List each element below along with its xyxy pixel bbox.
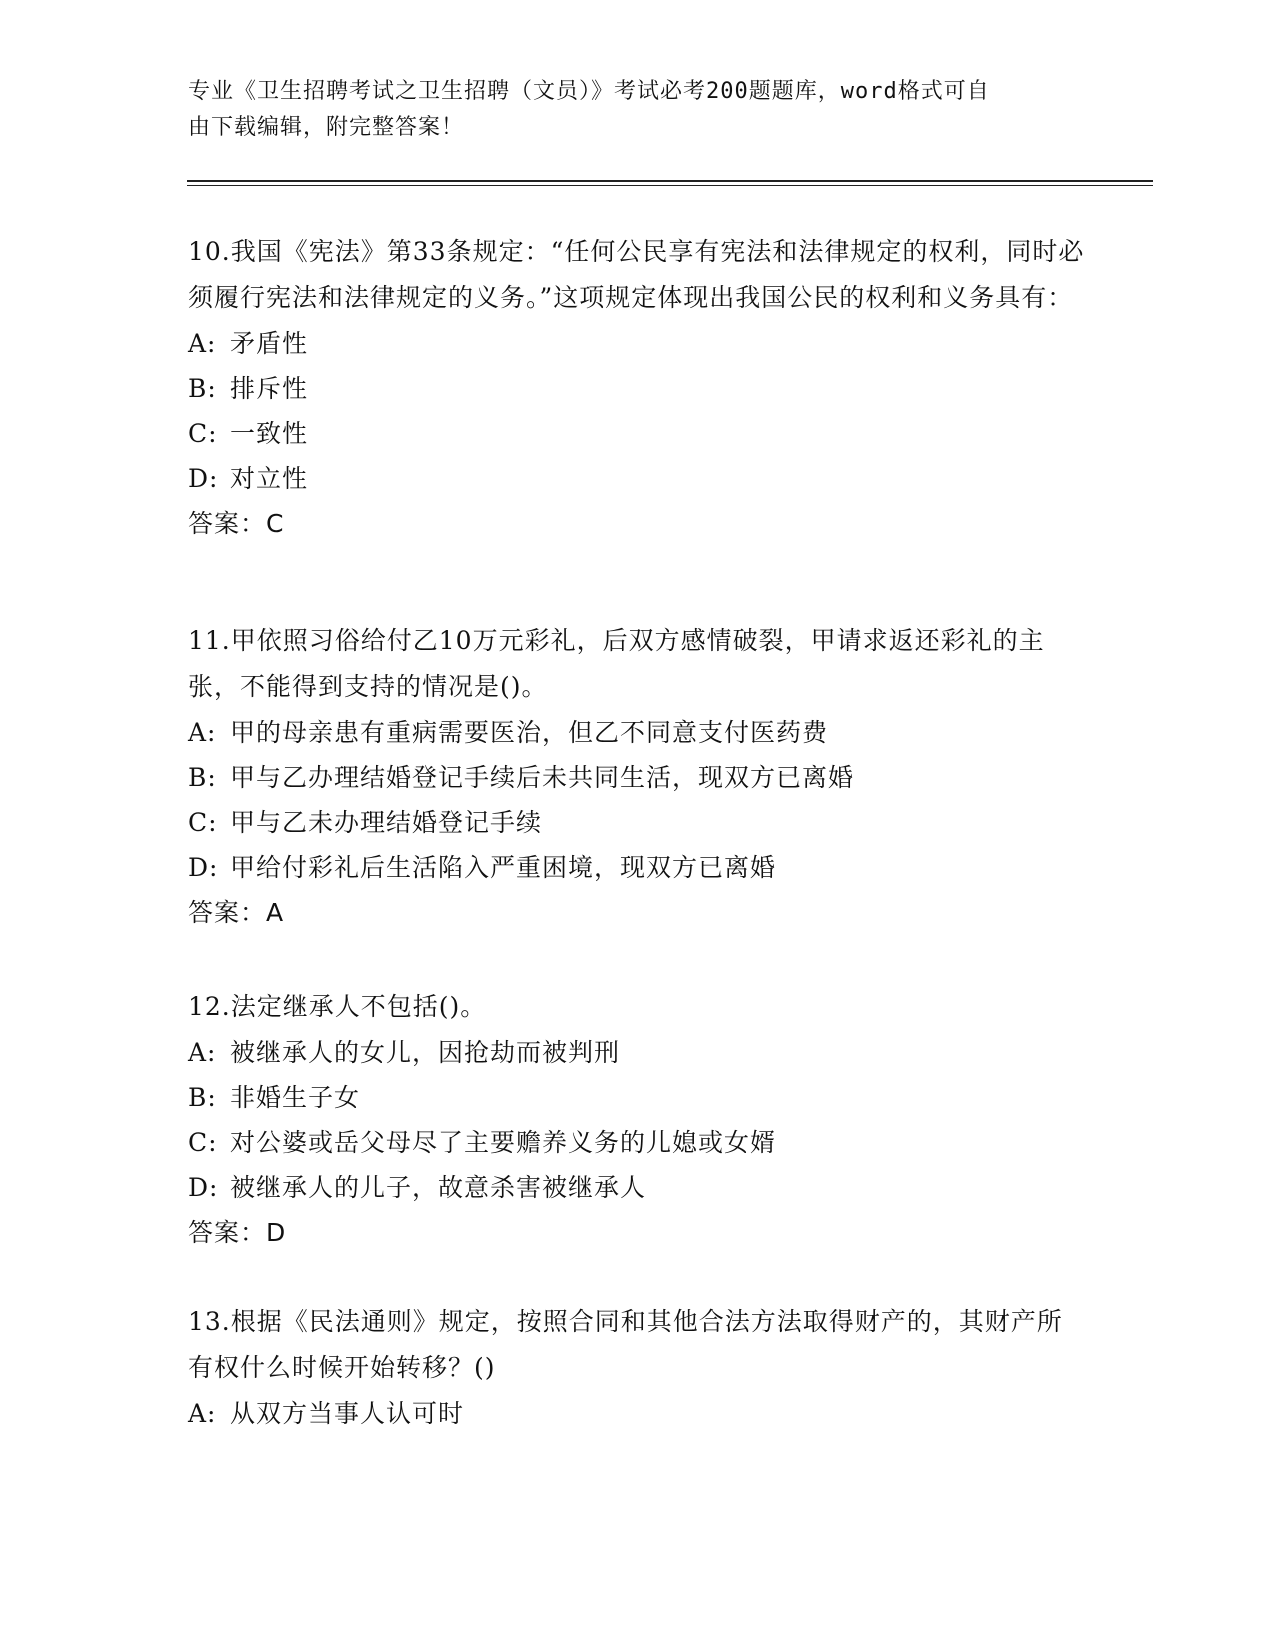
- option-c: [188, 411, 1088, 456]
- option-a: [188, 710, 1088, 755]
- option-c: [188, 1120, 1088, 1165]
- answer: 答案：C: [188, 509, 285, 538]
- option-label: D:: [188, 464, 219, 493]
- option-text: 非婚生子女: [230, 1083, 361, 1112]
- option-label: C:: [188, 419, 218, 448]
- question-stem: 10.我国《宪法》第33条规定：“任何公民享有宪法和法律规定的权利，同时必须履行宪法和法律规定的义务。”这项规定体现出我国公民的权利和义务具有：: [188, 237, 1085, 312]
- header-line-1: 专业《卫生招聘考试之卫生招聘（文员）》考试必考200题题库，word格式可自: [188, 79, 990, 104]
- question-12: [188, 984, 1088, 1256]
- option-text: 排斥性: [230, 374, 309, 403]
- option-label: A:: [188, 1038, 217, 1067]
- question-11: [188, 618, 1088, 936]
- header-divider: [187, 180, 1153, 182]
- option-d: [188, 1165, 1088, 1210]
- option-label: A:: [188, 718, 217, 747]
- header-divider-thin: [187, 185, 1153, 186]
- option-d: [188, 456, 1088, 501]
- option-label: B:: [188, 763, 217, 792]
- question-13: [188, 1299, 1088, 1436]
- option-b: [188, 755, 1088, 800]
- option-a: [188, 1391, 1088, 1436]
- option-label: B:: [188, 1083, 217, 1112]
- question-stem: 12.法定继承人不包括()。: [188, 992, 487, 1021]
- option-text: 矛盾性: [230, 329, 309, 358]
- question-stem: 13.根据《民法通则》规定，按照合同和其他合法方法取得财产的，其财产所有权什么时候开始转移？(): [188, 1307, 1063, 1382]
- option-text: 甲与乙未办理结婚登记手续: [230, 808, 543, 837]
- option-label: A:: [188, 1399, 217, 1428]
- header-line-2: 由下载编辑，附完整答案！: [188, 115, 465, 140]
- question-10: [188, 229, 1088, 547]
- option-label: B:: [188, 374, 217, 403]
- option-label: A:: [188, 329, 217, 358]
- option-text: 甲的母亲患有重病需要医治，但乙不同意支付医药费: [230, 718, 829, 747]
- document-header: [188, 74, 1088, 146]
- question-stem: 11.甲依照习俗给付乙10万元彩礼，后双方感情破裂，甲请求返还彩礼的主张，不能得到支持的情况是()。: [188, 626, 1045, 701]
- option-label: D:: [188, 853, 219, 882]
- option-text: 被继承人的儿子，故意杀害被继承人: [230, 1173, 647, 1202]
- option-text: 甲与乙办理结婚登记手续后未共同生活，现双方已离婚: [230, 763, 855, 792]
- option-d: [188, 845, 1088, 890]
- answer: 答案：A: [188, 898, 285, 927]
- option-label: C:: [188, 808, 218, 837]
- option-label: C:: [188, 1128, 218, 1157]
- option-text: 甲给付彩礼后生活陷入严重困境，现双方已离婚: [230, 853, 777, 882]
- option-label: D:: [188, 1173, 219, 1202]
- option-a: [188, 321, 1088, 366]
- option-b: [188, 1075, 1088, 1120]
- option-text: 被继承人的女儿，因抢劫而被判刑: [230, 1038, 621, 1067]
- option-text: 一致性: [230, 419, 309, 448]
- option-a: [188, 1030, 1088, 1075]
- option-text: 对立性: [230, 464, 309, 493]
- option-c: [188, 800, 1088, 845]
- option-text: 对公婆或岳父母尽了主要赡养义务的儿媳或女婿: [230, 1128, 777, 1157]
- answer: 答案：D: [188, 1218, 287, 1247]
- option-text: 从双方当事人认可时: [230, 1399, 465, 1428]
- option-b: [188, 366, 1088, 411]
